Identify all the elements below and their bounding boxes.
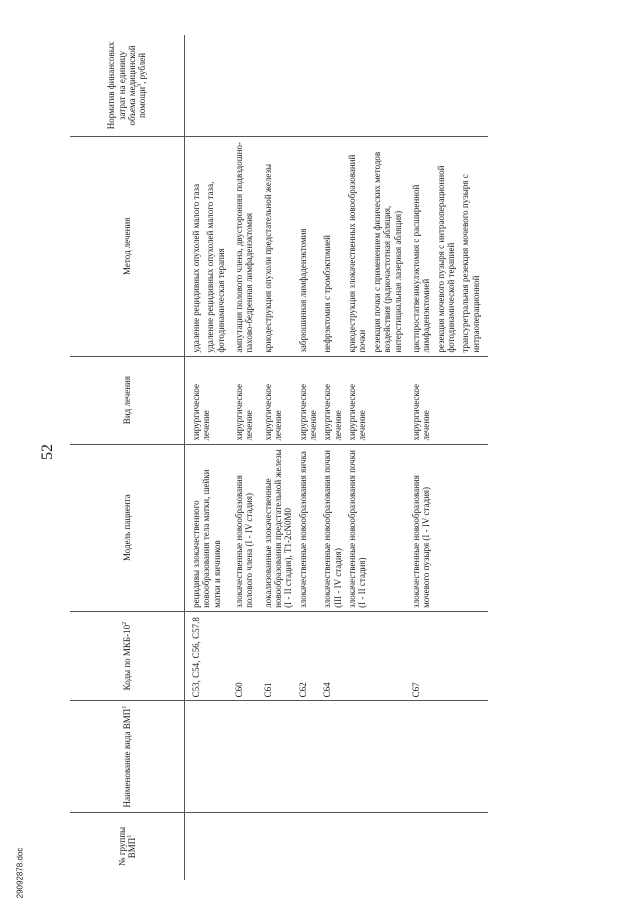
cell-treatment-method <box>321 136 346 356</box>
table-body <box>185 35 488 880</box>
table-row <box>233 35 262 880</box>
treatment-method-item: криодеструкция опухоли предстательной железы <box>262 163 273 353</box>
header-cost-norm: Норматив финансовых затрат на единицу объема медицинской помощи$^3$, рублей <box>70 35 185 136</box>
cell-treatment-method <box>233 136 262 356</box>
header-patient-model: Модель пациента <box>70 444 185 611</box>
cell-cost-norm <box>233 35 262 136</box>
cell-cost-norm <box>346 35 410 136</box>
cell-treatment-kind: хирургическое лечение <box>410 356 488 444</box>
treatment-method-item: забрюшинная лимфаденэктомия <box>297 228 308 353</box>
header-group-number: № группы ВМП$^1$ <box>70 812 185 880</box>
cell-vmp-name <box>185 701 234 813</box>
cell-treatment-kind: хирургическое лечение <box>297 356 322 444</box>
page-number: 52 <box>39 444 56 460</box>
treatment-method-item: ампутация полового члена, двусторонняя подвздошно-пахово-бедренная лимфаденэктомия <box>234 142 255 353</box>
header-treatment-kind: Вид лечения <box>70 356 185 444</box>
cell-mkb-codes: C62 <box>297 611 322 701</box>
table-row <box>262 35 297 880</box>
header-mkb-codes: Коды по МКБ-$10^2$ <box>70 611 185 701</box>
cell-group-number <box>410 812 488 880</box>
cell-treatment-kind: хирургическое лечение <box>233 356 262 444</box>
document-code: 29092878.doc <box>15 847 25 899</box>
cell-mkb-codes <box>346 611 410 701</box>
cell-group-number <box>233 812 262 880</box>
cell-treatment-kind: хирургическое лечение <box>346 356 410 444</box>
treatment-method-item: резекция мочевого пузыря с интраоперационной фотодинамической терапией <box>435 165 456 353</box>
cell-treatment-kind: хирургическое лечение <box>321 356 346 444</box>
treatment-method-item: удаление рецидивных опухолей малого таза <box>191 183 201 353</box>
cell-group-number <box>262 812 297 880</box>
cell-treatment-method <box>410 136 488 356</box>
cell-cost-norm <box>297 35 322 136</box>
treatment-method-item: цистпростатвезикулэктомия с расширенной лимфаденэктомией <box>410 184 432 353</box>
cell-patient-model: рецидивы злокачественного новообразования тела матки, шейки матки и яичников <box>185 444 234 611</box>
cell-mkb-codes: C53, C54, C56, C57.8 <box>185 611 234 701</box>
treatment-method-item: трансуретральная резекция мочевого пузыря с интраоперационной <box>460 174 481 353</box>
cell-mkb-codes: C60 <box>233 611 262 701</box>
cell-group-number <box>185 812 234 880</box>
table-row <box>346 35 410 880</box>
cell-vmp-name <box>321 701 346 813</box>
cell-treatment-method <box>346 136 410 356</box>
cell-treatment-method <box>297 136 322 356</box>
table-row <box>410 35 488 880</box>
cell-group-number <box>346 812 410 880</box>
cell-patient-model: злокачественные новообразования почки (III - IV стадия) <box>321 444 346 611</box>
cell-vmp-name <box>297 701 322 813</box>
treatment-method-item: нефрэктомия с тромбэктомией <box>322 235 333 353</box>
cell-mkb-codes: C64 <box>321 611 346 701</box>
treatment-method-item: удаление рецидивных опухолей малого таза, фотодинамическая терапия <box>205 181 226 353</box>
treatment-method-item: резекция почки с применением физических методов воздействия (радиочастотная абляция, интерстициальная лазерная абляция) <box>371 151 403 353</box>
table-row <box>185 35 234 880</box>
table-row <box>297 35 322 880</box>
cell-patient-model: локализованные злокачественные новообразования предстательной железы (I - II стадия), T1-2cN0M0 <box>262 444 297 611</box>
cell-mkb-codes: C67 <box>410 611 488 701</box>
cell-vmp-name <box>346 701 410 813</box>
cell-patient-model: злокачественные новообразования почки (I - II стадия) <box>346 444 410 611</box>
cell-patient-model: злокачественные новообразования полового члена (I - IV стадия) <box>233 444 262 611</box>
cell-vmp-name <box>233 701 262 813</box>
table-row <box>321 35 346 880</box>
cell-group-number <box>321 812 346 880</box>
treatment-table <box>70 35 488 880</box>
cell-treatment-method <box>262 136 297 356</box>
cell-treatment-kind: хирургическое лечение <box>185 356 234 444</box>
header-treatment-method: Метод лечения <box>70 136 185 356</box>
cell-treatment-method <box>185 136 234 356</box>
table-header-row <box>70 35 185 880</box>
header-vmp-name: Наименование вида ВМП$^1$ <box>70 701 185 813</box>
cell-cost-norm <box>262 35 297 136</box>
cell-mkb-codes: C61 <box>262 611 297 701</box>
treatment-method-item: криодеструкция злокачественных новообразований почки <box>347 154 368 353</box>
cell-treatment-kind: хирургическое лечение <box>262 356 297 444</box>
rotated-table-container <box>70 35 624 880</box>
cell-cost-norm <box>185 35 234 136</box>
cell-patient-model: злокачественные новообразования мочевого пузыря (I - IV стадия) <box>410 444 488 611</box>
cell-patient-model: злокачественные новообразования яичка <box>297 444 322 611</box>
cell-vmp-name <box>262 701 297 813</box>
cell-group-number <box>297 812 322 880</box>
cell-cost-norm <box>321 35 346 136</box>
cell-vmp-name <box>410 701 488 813</box>
cell-cost-norm <box>410 35 488 136</box>
